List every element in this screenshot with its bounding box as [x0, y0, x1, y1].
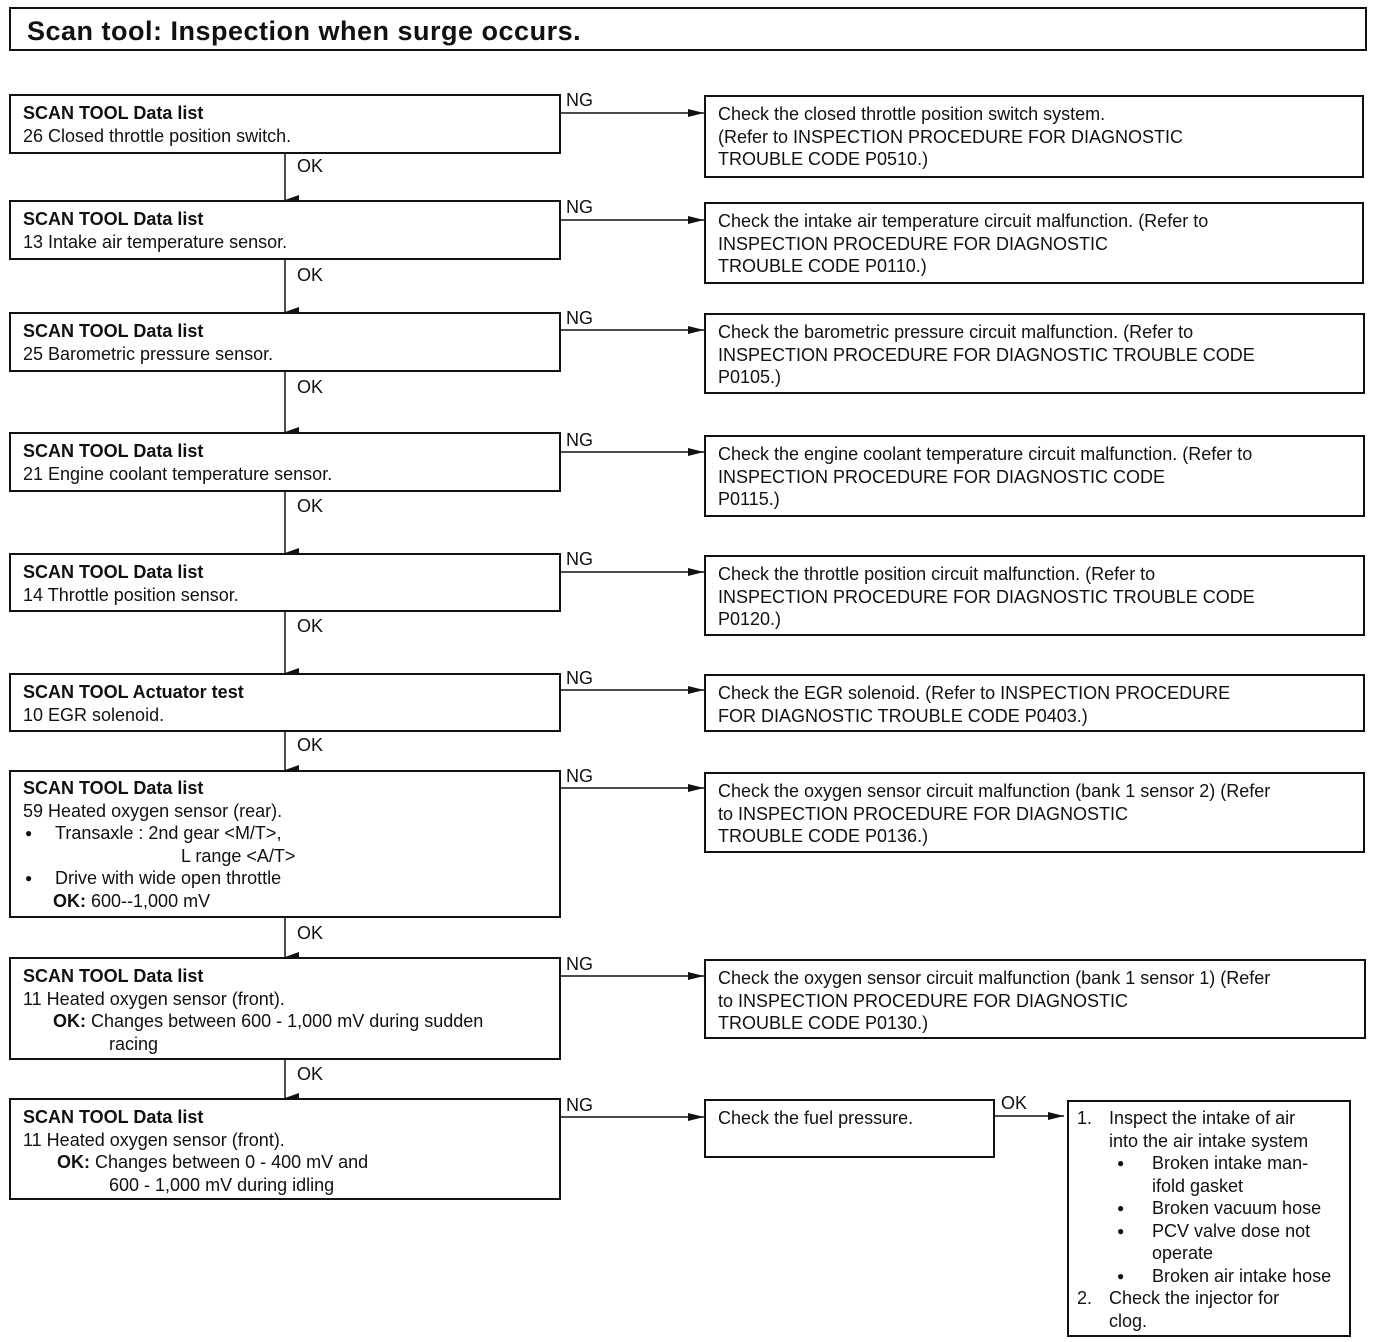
- item-line: Check the injector for: [1109, 1288, 1280, 1308]
- final-inspection-box: [1067, 1100, 1351, 1337]
- result-line: Check the EGR solenoid. (Refer to INSPECTION PROCEDURE: [718, 683, 1231, 703]
- result-box-7: [704, 772, 1365, 853]
- result-line: to INSPECTION PROCEDURE FOR DIAGNOSTIC: [718, 990, 1129, 1011]
- result-line: INSPECTION PROCEDURE FOR DIAGNOSTIC TROUBLE CODE: [718, 344, 1255, 365]
- final-item-2: [1077, 1287, 1343, 1332]
- item-number: 2.: [1077, 1288, 1093, 1308]
- ng-label-1: NG: [566, 90, 593, 110]
- result-line: Check the intake air temperature circuit malfunction. (Refer to: [718, 211, 1209, 231]
- ok-label-2: OK: [297, 265, 324, 285]
- ok-label-final: OK: [1001, 1093, 1028, 1113]
- step-text: 21 Engine coolant temperature sensor.: [23, 463, 333, 484]
- result-line: TROUBLE CODE P0130.): [718, 1013, 929, 1033]
- result-line: TROUBLE CODE P0110.): [718, 256, 927, 276]
- page-title: Scan tool: Inspection when surge occurs.: [27, 16, 582, 46]
- result-line: (Refer to INSPECTION PROCEDURE FOR DIAGNOSTIC: [718, 126, 1184, 147]
- ok-label-6: OK: [297, 735, 324, 755]
- ok-value: Changes between 0 - 400 mV and: [95, 1152, 369, 1172]
- step-ok-line: [23, 1151, 549, 1174]
- step-header: SCAN TOOL Data list: [23, 103, 204, 123]
- step-box-4: [9, 432, 561, 492]
- ok-key: OK:: [53, 1011, 86, 1031]
- step-header: SCAN TOOL Data list: [23, 1107, 204, 1127]
- ng-label-6: NG: [566, 668, 593, 688]
- ng-label-4: NG: [566, 430, 593, 450]
- result-box-6: [704, 674, 1365, 732]
- step-box-8: [9, 957, 561, 1060]
- step-header: SCAN TOOL Data list: [23, 562, 204, 582]
- step-ok-line: [23, 1010, 549, 1033]
- result-line: INSPECTION PROCEDURE FOR DIAGNOSTIC TROUBLE CODE: [718, 586, 1255, 607]
- result-line: P0115.): [718, 489, 780, 509]
- step-text: 59 Heated oxygen sensor (rear).: [23, 800, 283, 821]
- ok-value-cont: racing: [109, 1033, 159, 1054]
- ok-label-7: OK: [297, 923, 324, 943]
- result-box-3: [704, 313, 1365, 394]
- step-box-5: [9, 553, 561, 612]
- result-line: TROUBLE CODE P0510.): [718, 149, 929, 169]
- result-line: Check the throttle position circuit malfunction. (Refer to: [718, 564, 1156, 584]
- ng-label-8: NG: [566, 954, 593, 974]
- step-bullet-cont: L range <A/T>: [181, 845, 296, 866]
- step-ok-line: [23, 890, 549, 913]
- item-line: clog.: [1109, 1310, 1148, 1331]
- sub-line: Broken air intake hose: [1152, 1265, 1332, 1286]
- bullet-dot-icon: ●: [1117, 1156, 1125, 1170]
- step-box-9: [9, 1098, 561, 1200]
- result-line: P0120.): [718, 609, 782, 629]
- result-line: Check the fuel pressure.: [718, 1108, 914, 1128]
- item-text: [1109, 1107, 1308, 1152]
- result-line: Check the closed throttle position switch system.: [718, 104, 1106, 124]
- result-box-9: [704, 1099, 995, 1158]
- result-box-2: [704, 202, 1364, 284]
- ng-label-5: NG: [566, 549, 593, 569]
- bullet-dot-icon: ●: [1117, 1201, 1125, 1215]
- result-box-8: [704, 959, 1366, 1039]
- step-box-6: [9, 673, 561, 732]
- ok-label-8: OK: [297, 1064, 324, 1084]
- result-line: Check the oxygen sensor circuit malfunction (bank 1 sensor 1) (Refer: [718, 968, 1271, 988]
- ng-label-7: NG: [566, 766, 593, 786]
- sub-line: Broken intake man-: [1152, 1153, 1309, 1173]
- result-line: Check the oxygen sensor circuit malfunction (bank 1 sensor 2) (Refer: [718, 781, 1271, 801]
- step-box-1: [9, 94, 561, 154]
- result-line: Check the engine coolant temperature circuit malfunction. (Refer to: [718, 444, 1253, 464]
- ok-label-4: OK: [297, 496, 324, 516]
- sub-line: Broken vacuum hose: [1152, 1198, 1322, 1218]
- result-line: to INSPECTION PROCEDURE FOR DIAGNOSTIC: [718, 803, 1129, 824]
- step-text: 25 Barometric pressure sensor.: [23, 343, 274, 364]
- result-line: INSPECTION PROCEDURE FOR DIAGNOSTIC: [718, 233, 1109, 254]
- final-sub-2: [1077, 1197, 1343, 1220]
- step-header: SCAN TOOL Data list: [23, 778, 204, 798]
- result-line: Check the barometric pressure circuit malfunction. (Refer to: [718, 322, 1194, 342]
- step-box-7: [9, 770, 561, 918]
- result-box-1: [704, 95, 1364, 178]
- ok-value: Changes between 600 - 1,000 mV during sudden: [91, 1011, 484, 1031]
- step-header: SCAN TOOL Data list: [23, 441, 204, 461]
- sub-line: ifold gasket: [1152, 1175, 1244, 1196]
- result-line: P0105.): [718, 367, 782, 387]
- result-line: FOR DIAGNOSTIC TROUBLE CODE P0403.): [718, 705, 1088, 726]
- ok-label-3: OK: [297, 377, 324, 397]
- step-text: 14 Throttle position sensor.: [23, 584, 239, 605]
- final-sub-4: [1077, 1265, 1343, 1288]
- final-sub-1: [1077, 1152, 1343, 1197]
- ng-label-9: NG: [566, 1095, 593, 1115]
- step-text: 11 Heated oxygen sensor (front).: [23, 988, 285, 1009]
- result-box-4: [704, 435, 1365, 517]
- sub-line: PCV valve dose not: [1152, 1220, 1311, 1241]
- result-line: INSPECTION PROCEDURE FOR DIAGNOSTIC CODE: [718, 466, 1166, 487]
- item-number: 1.: [1077, 1108, 1093, 1128]
- final-sub-3: [1077, 1220, 1343, 1265]
- ng-label-3: NG: [566, 308, 593, 328]
- ok-value-cont: 600 - 1,000 mV during idling: [109, 1174, 335, 1195]
- step-header: SCAN TOOL Data list: [23, 321, 204, 341]
- item-line: Inspect the intake of air: [1109, 1108, 1296, 1128]
- step-text: 11 Heated oxygen sensor (front).: [23, 1129, 285, 1150]
- ng-label-2: NG: [566, 197, 593, 217]
- ok-label-1: OK: [297, 156, 324, 176]
- sub-line: operate: [1152, 1243, 1214, 1263]
- step-box-3: [9, 312, 561, 372]
- step-header: SCAN TOOL Actuator test: [23, 682, 244, 702]
- item-text: [1109, 1287, 1279, 1332]
- step-bullet: ● Drive with wide open throttle: [23, 867, 549, 890]
- bullet-dot-icon: ●: [1117, 1223, 1125, 1238]
- ok-value: 600--1,000 mV: [91, 890, 211, 911]
- result-line: TROUBLE CODE P0136.): [718, 826, 929, 846]
- step-bullet: ● Transaxle : 2nd gear <M/T>,: [23, 822, 549, 845]
- item-line: into the air intake system: [1109, 1130, 1309, 1151]
- ok-key: OK:: [57, 1152, 90, 1172]
- bullet-dot-icon: ●: [1117, 1268, 1125, 1283]
- final-item-1: [1077, 1107, 1343, 1152]
- step-text: 13 Intake air temperature sensor.: [23, 231, 288, 252]
- step-box-2: [9, 200, 561, 260]
- step-text: 26 Closed throttle position switch.: [23, 125, 292, 146]
- ok-key: OK:: [53, 890, 86, 911]
- step-header: SCAN TOOL Data list: [23, 209, 204, 229]
- result-box-5: [704, 555, 1365, 636]
- step-header: SCAN TOOL Data list: [23, 966, 204, 986]
- step-text: 10 EGR solenoid.: [23, 704, 165, 725]
- ok-label-5: OK: [297, 616, 324, 636]
